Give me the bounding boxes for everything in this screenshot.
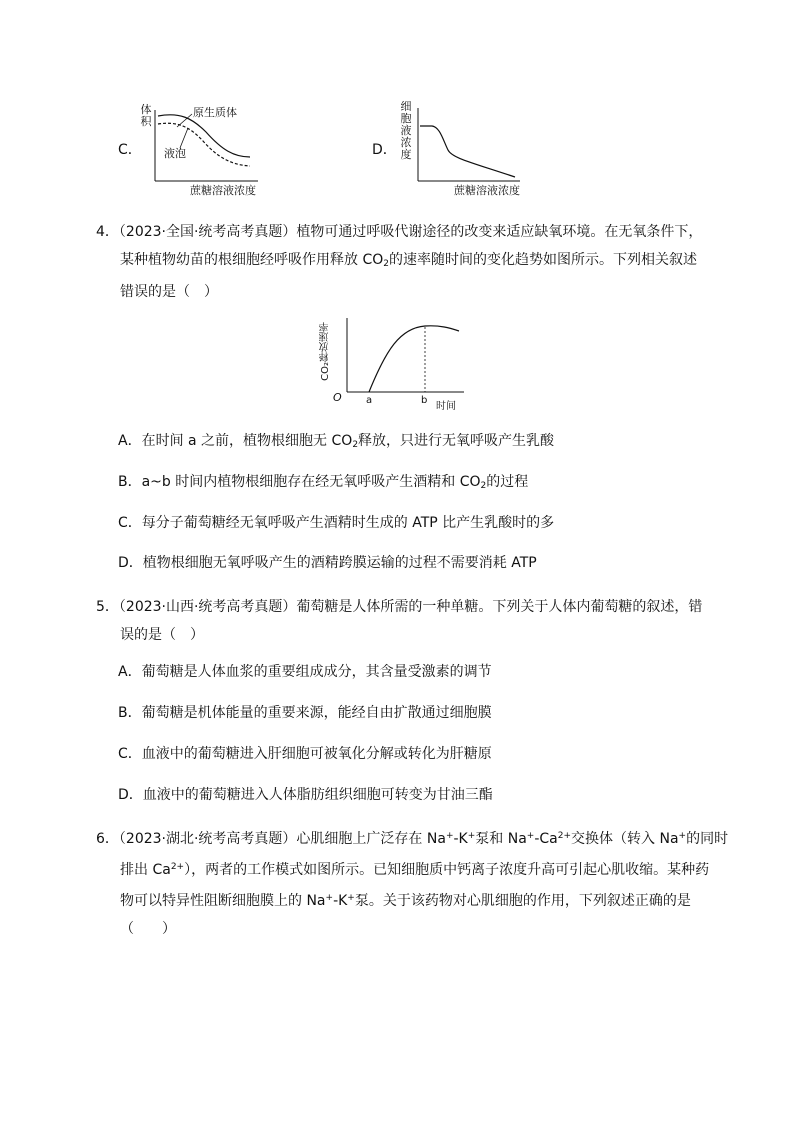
- q5-option-c: C．血液中的葡萄糖进入肝细胞可被氧化分解或转化为肝糖原: [118, 746, 492, 762]
- q4-line-3: 错误的是（ ）: [120, 284, 218, 300]
- chart-c-xlabel: 蔗糖溶液浓度: [190, 184, 256, 197]
- chart-d-ylabel-3: 液: [400, 124, 412, 137]
- question-6-stem: [96, 822, 729, 943]
- chart-c-ylabel-1: 体: [140, 103, 152, 116]
- q6-line-1: 6．（2023·湖北·统考高考真题）心肌细胞上广泛存在 Na+-K+泵和 $Na^+-Ca^{2+}$交换体（转入 Na+的同时: [96, 831, 729, 847]
- q6-line-4: （ ）: [120, 921, 176, 937]
- chart-c-ylabel-2: 积: [140, 115, 152, 128]
- q4-chart-origin: O: [333, 391, 342, 404]
- q4-chart-xtick-a: a: [366, 395, 373, 406]
- question-5-stem: [96, 593, 706, 649]
- q5-option-a: A．葡萄糖是人体血浆的重要组成成分，其含量受激素的调节: [118, 664, 492, 680]
- q4-chart-curve: [369, 326, 459, 392]
- q4-line-1: 4．（2023·全国·统考高考真题）植物可通过呼吸代谢途径的改变来适应缺氧环境。在无氧条件下，: [96, 224, 703, 240]
- q4-option-d: D．植物根细胞无氧呼吸产生的酒精跨膜运输的过程不需要消耗 ATP: [118, 555, 537, 571]
- q4-chart-xtick-b: b: [421, 395, 428, 406]
- q5-option-b: B．葡萄糖是机体能量的重要来源，能经自由扩散通过细胞膜: [118, 705, 492, 721]
- q4-chart-ylabel: CO₂释放速率: [320, 322, 331, 381]
- q5-line-2: 误的是（ ）: [120, 627, 204, 643]
- chart-d-xlabel: 蔗糖溶液浓度: [454, 184, 520, 197]
- q4-line-2: 某种植物幼苗的根细胞经呼吸作用释放 $CO_2$的速率随时间的变化趋势如图所示。下列相关叙述: [120, 252, 697, 269]
- option-d-label: D．: [372, 142, 397, 158]
- option-c-label: C．: [118, 142, 142, 158]
- q4-option-c: C．每分子葡萄糖经无氧呼吸产生酒精时生成的 ATP 比产生乳酸时的多: [118, 515, 555, 531]
- chart-d-ylabel-2: 胞: [400, 112, 412, 125]
- q6-line-2: 排出 $Ca^{2+}$），两者的工作模式如图所示。已知细胞质中钙离子浓度升高可引起心肌收缩。某种药: [120, 862, 710, 878]
- chart-d-ylabel-5: 度: [400, 148, 412, 161]
- chart-d-ylabel-4: 浓: [400, 136, 412, 149]
- q4-chart-xlabel: 时间: [436, 401, 456, 412]
- q4-option-b: B．a~b 时间内植物根细胞存在经无氧呼吸产生酒精和 $CO_2$的过程: [118, 474, 529, 491]
- chart-c-label-vacuole: 液泡: [164, 147, 186, 160]
- q4-option-a: A．在时间 a 之前，植物根细胞无 $CO_2$释放，只进行无氧呼吸产生乳酸: [118, 433, 555, 450]
- chart-d-ylabel-1: 细: [400, 100, 412, 113]
- q5-line-1: 5．（2023·山西·统考高考真题）葡萄糖是人体所需的一种单糖。下列关于人体内葡萄糖的叙述，错: [96, 599, 703, 615]
- q5-option-d: D．血液中的葡萄糖进入人体脂肪组织细胞可转变为甘油三酯: [118, 787, 493, 803]
- q6-line-3: 物可以特异性阻断细胞膜上的 Na+-K+泵。关于该药物对心肌细胞的作用，下列叙述正确的是: [120, 893, 691, 909]
- chart-c-label-protoplast: 原生质体: [193, 106, 237, 119]
